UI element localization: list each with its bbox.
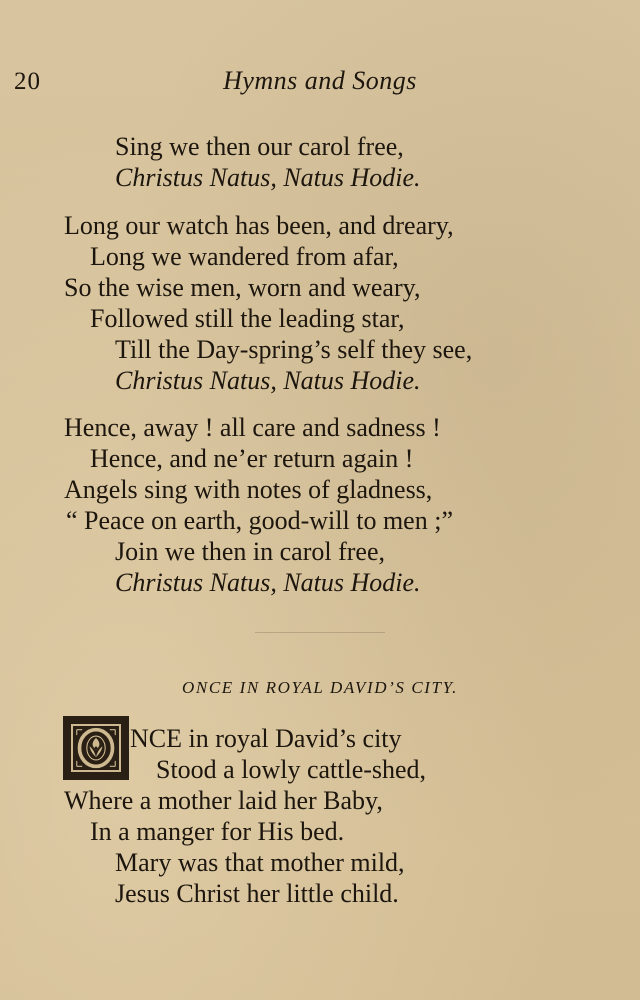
verse-line: Where a mother laid her Baby, — [64, 786, 383, 815]
drop-cap-frame — [71, 724, 121, 772]
verse-line: Mary was that mother mild, — [115, 848, 405, 877]
hymn-title: ONCE IN ROYAL DAVID’S CITY. — [182, 678, 458, 697]
verse-line: Long we wandered from afar, — [90, 242, 399, 271]
verse-line: Stood a lowly cattle-shed, — [156, 755, 427, 784]
verse-line: Join we then in carol free, — [115, 537, 386, 566]
refrain-line: Christus Natus, Natus Hodie. — [115, 366, 421, 395]
running-title: Hymns and Songs — [223, 66, 417, 95]
page-header — [14, 66, 626, 102]
refrain-line: Christus Natus, Natus Hodie. — [115, 163, 421, 192]
verse-line: Jesus Christ her little child. — [115, 879, 399, 908]
floral-o-icon — [73, 726, 119, 770]
verse-line: Followed still the leading star, — [90, 304, 405, 333]
page-number: 20 — [14, 68, 41, 95]
verse-line: In a manger for His bed. — [90, 817, 345, 846]
verse-line: Hence, and ne’er return again ! — [90, 444, 414, 473]
verse-line: Sing we then our carol free, — [115, 132, 404, 161]
verse-line: Angels sing with notes of gladness, — [64, 475, 433, 504]
drop-cap-ornament — [64, 717, 128, 779]
verse-line: NCE in royal David’s city — [130, 724, 402, 753]
verse-line: Hence, away ! all care and sadness ! — [64, 413, 441, 442]
section-divider — [255, 632, 385, 633]
verse-line: Long our watch has been, and dreary, — [64, 211, 454, 240]
refrain-line: Christus Natus, Natus Hodie. — [115, 568, 421, 597]
verse-line: So the wise men, worn and weary, — [64, 273, 421, 302]
verse-line: “ Peace on earth, good-will to men ;” — [66, 506, 453, 535]
verse-line: Till the Day-spring’s self they see, — [115, 335, 473, 364]
